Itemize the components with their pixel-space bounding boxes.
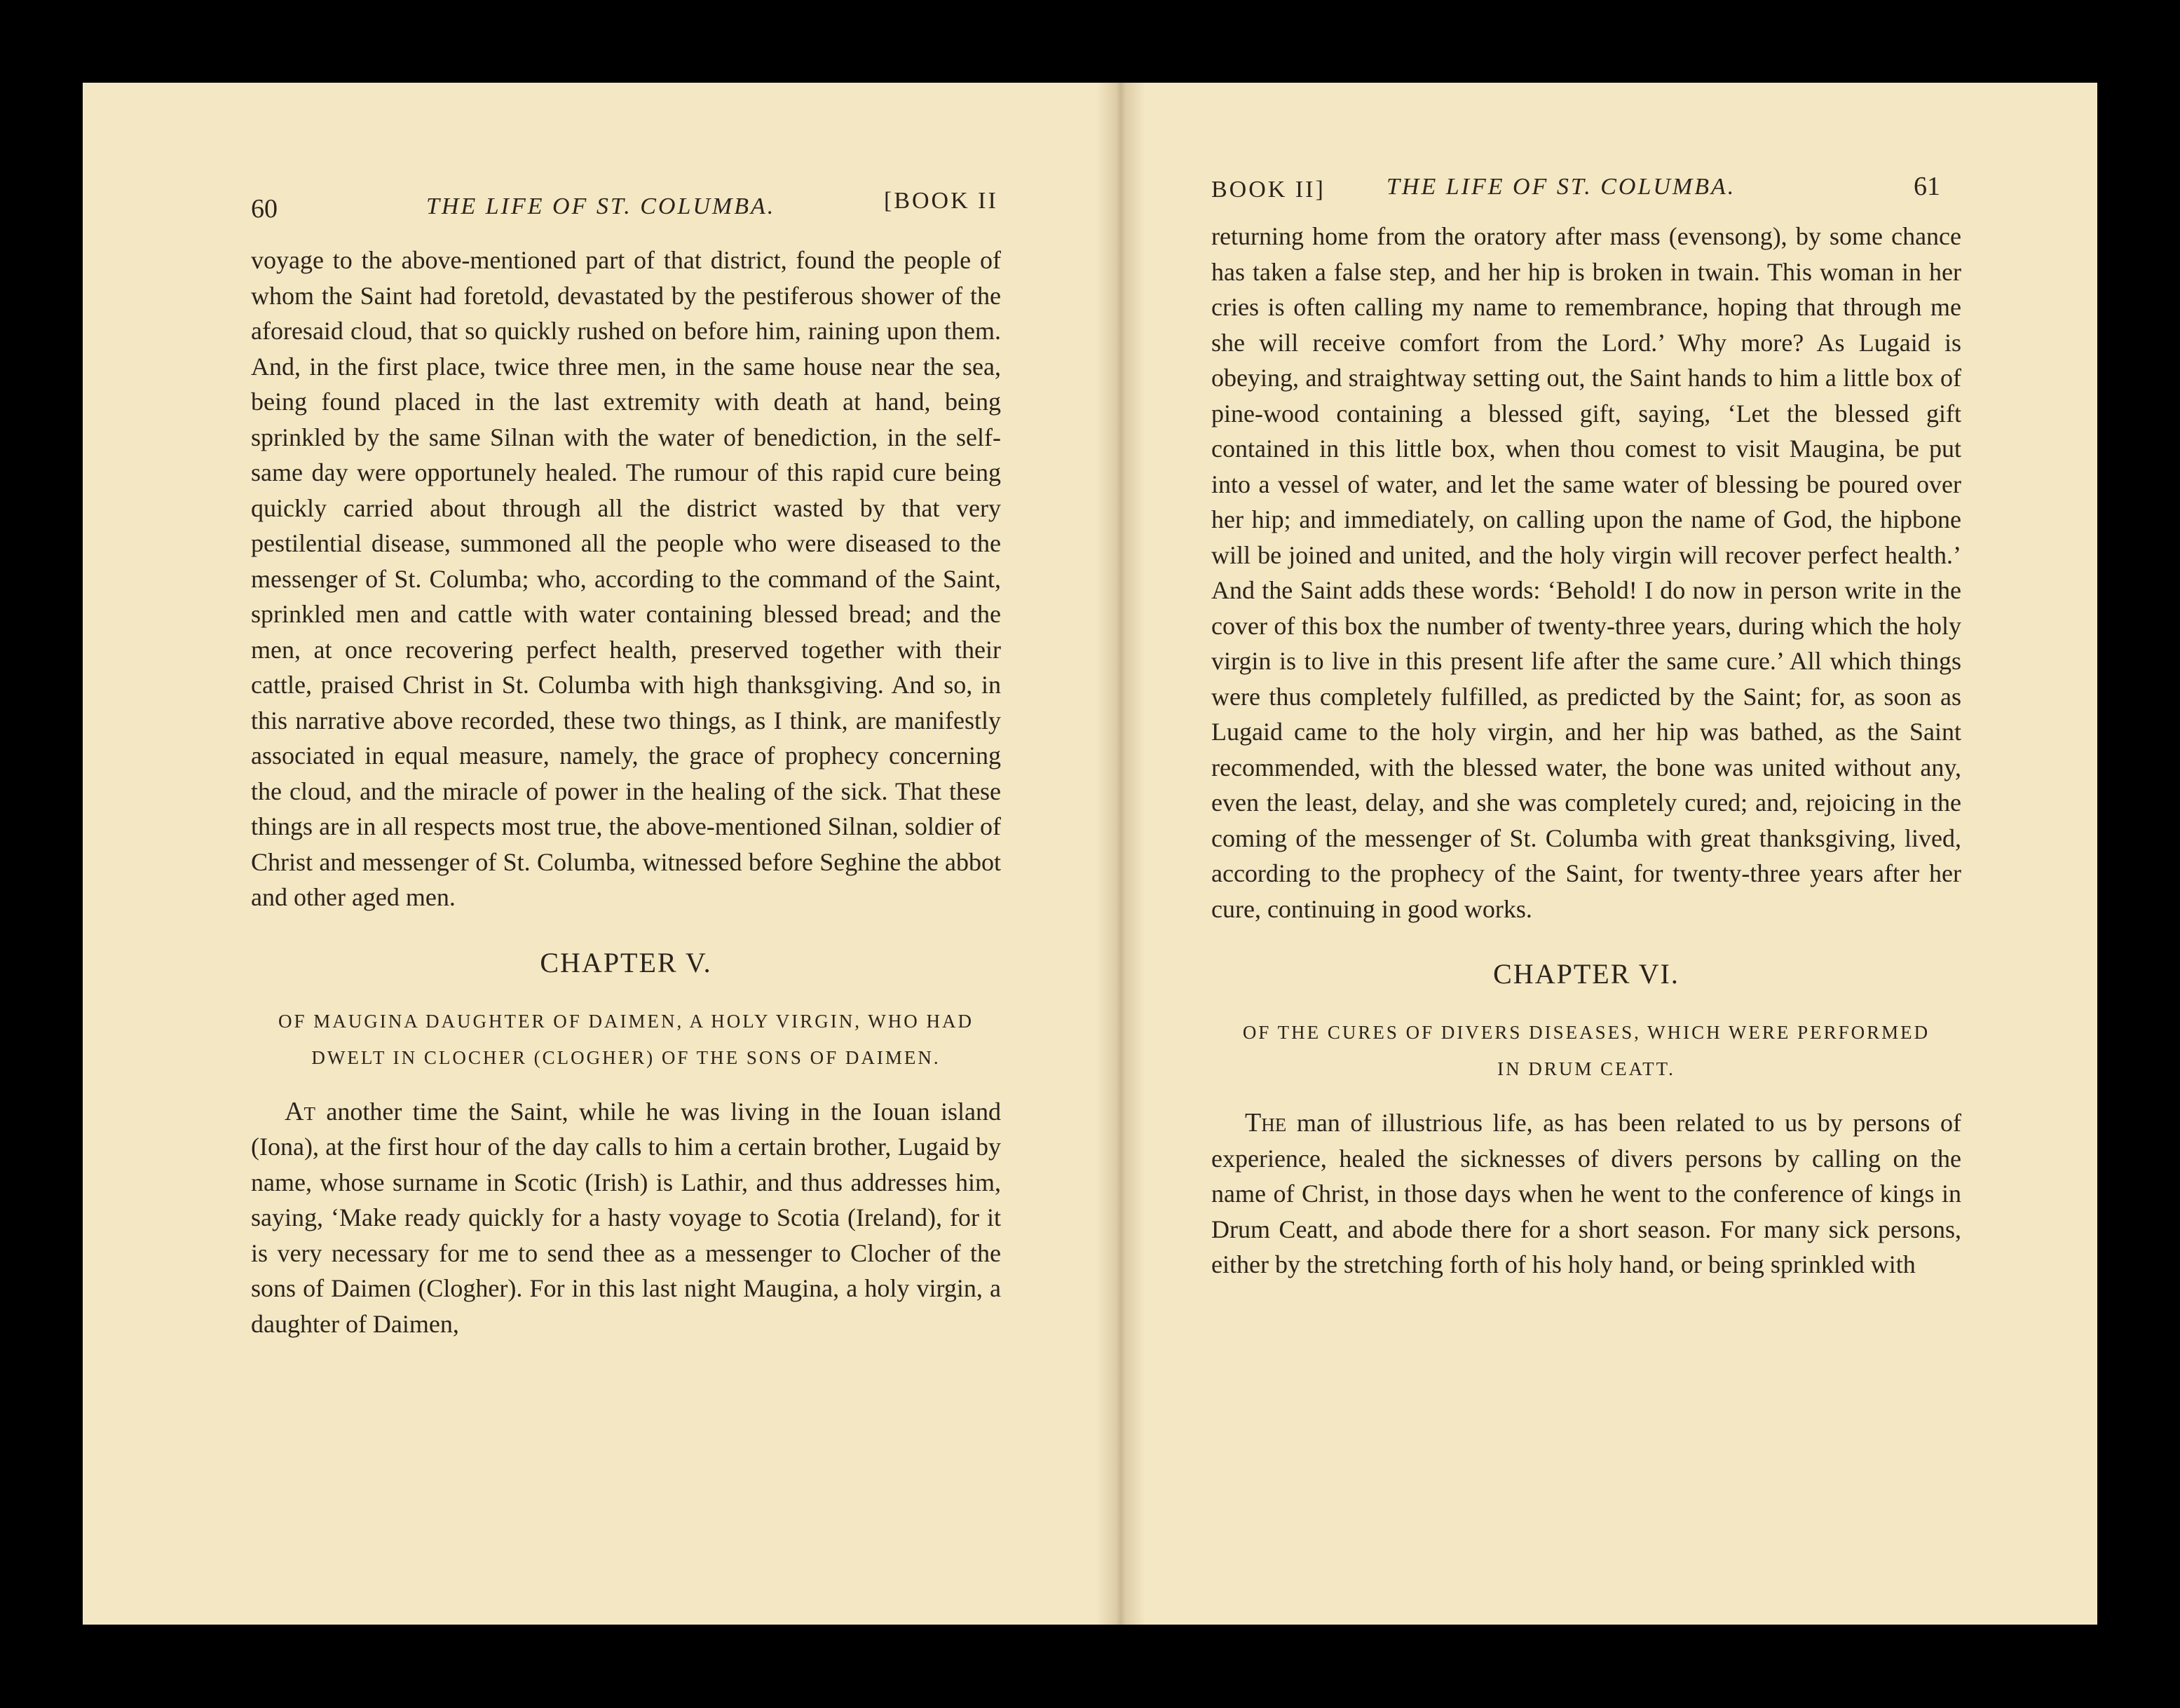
left-page-header	[251, 188, 1001, 233]
left-book-label: [BOOK II	[884, 188, 998, 214]
chapter-v-subtitle-line-2: DWELT IN CLOCHER (CLOGHER) OF THE SONS OF DAIMEN.	[311, 1046, 941, 1068]
right-page-header	[1211, 171, 1961, 216]
left-paragraph-2-body: another time the Saint, while he was living in the Iouan island (Iona), at the first hour of the day calls to him a certain brother, Lugaid by name, whose surname in Scotic (Irish) is Lathir, and thus addresses him, saying, ‘Make ready quickly for a hasty voyage to Scotia (Ireland), for it is very necessary for me to send thee as a messenger to Clocher of the sons of Daimen (Clogher). For in this last night Maugina, a holy virgin, a daughter of Daimen,	[251, 1097, 1001, 1338]
book-gutter	[1096, 83, 1145, 1625]
right-paragraph-2	[1211, 1105, 1961, 1283]
chapter-vi-subtitle-line-2: IN DRUM CEATT.	[1497, 1058, 1675, 1079]
chapter-heading-v: CHAPTER V.	[540, 946, 712, 978]
right-running-title: THE LIFE OF ST. COLUMBA.	[1387, 174, 1736, 200]
left-page-text	[251, 242, 1001, 1341]
right-book-label: BOOK II]	[1211, 177, 1326, 203]
left-page	[251, 83, 1001, 1341]
right-page	[1211, 83, 1961, 1283]
right-paragraph-2-body: man of illustrious life, as has been related to us by persons of experience, healed the sicknesses of divers persons by calling on the name of Christ, in those days when he went to the conference of kings in Drum Ceatt, and abode there for a short season. For many sick persons, either by the stretching forth of his holy hand, or being sprinkled with	[1211, 1109, 1962, 1278]
left-running-title: THE LIFE OF ST. COLUMBA.	[426, 193, 776, 219]
chapter-vi-subtitle-line-1: OF THE CURES OF DIVERS DISEASES, WHICH WERE PERFORMED	[1242, 1022, 1930, 1043]
right-paragraph-2-lead: The	[1245, 1108, 1287, 1137]
left-paragraph-2-lead: At	[285, 1096, 315, 1126]
chapter-heading-vi: CHAPTER VI.	[1493, 958, 1680, 990]
right-paragraph-1: returning home from the oratory after mass (evensong), by some chance has taken a false step, and her hip is broken in twain. This woman in her cries is often calling my name to remembrance, hoping that through me she will receive comfort from the Lord.’ Why more? As Lugaid is obeying, and straightway setting out, the Saint hands to him a little box of pine-wood containing a blessed gift, saying, ‘Let the blessed gift contained in this little box, when thou comest to visit Maugina, be put into a vessel of water, and let the same water of blessing be poured over her hip; and immediately, on calling upon the name of God, the hipbone will be joined and united, and the holy virgin will recover perfect health.’ And the Saint adds these words: ‘Behold! I do now in person write in the cover of this box the number of twenty-three years, during which the holy virgin is to live in this present life after the same cure.’ All which things were thus completely fulfilled, as predicted by the Saint; for, as soon as Lugaid came to the holy virgin, and her hip was bathed, as the Saint recommended, with the blessed water, the bone was united without any, even the least, delay, and she was completely cured; and, rejoicing in the coming of the messenger of St. Columba with great thanksgiving, lived, according to the prophecy of the Saint, for twenty-three years after her cure, continuing in good works.	[1211, 222, 1961, 923]
right-page-text	[1211, 219, 1961, 1283]
left-paragraph-2	[251, 1094, 1001, 1342]
chapter-v-subtitle-line-1: OF MAUGINA DAUGHTER OF DAIMEN, A HOLY VIRGIN, WHO HAD	[278, 1010, 974, 1032]
chapter-v-subtitle	[251, 1003, 1001, 1076]
right-page-number: 61	[1914, 172, 1940, 201]
left-page-number: 60	[251, 194, 278, 224]
left-paragraph-1: voyage to the above-mentioned part of that district, found the people of whom the Saint had foretold, devastated by the pestiferous shower of the aforesaid cloud, that so quickly rushed on before him, raining upon them. And, in the first place, twice three men, in the same house near the sea, being found placed in the last extremity with death at hand, being sprinkled by the same Silnan with the water of benediction, in the self-same day were opportunely healed. The rumour of this rapid cure being quickly carried about through all the district wasted by that very pestilential disease, summoned all the people who were diseased to the messenger of St. Columba; who, according to the command of the Saint, sprinkled men and cattle with water containing blessed bread; and the men, at once recovering perfect health, preserved together with their cattle, praised Christ in St. Columba with high thanksgiving. And so, in this narrative above recorded, these two things, as I think, are manifestly associated in equal measure, namely, the grace of prophecy concerning the cloud, and the miracle of power in the healing of the sick. That these things are in all respects most true, the above-mentioned Silnan, soldier of Christ and messenger of St. Columba, witnessed before Seghine the abbot and other aged men.	[251, 246, 1001, 911]
chapter-vi-subtitle	[1211, 1014, 1961, 1087]
book-spread	[83, 83, 2097, 1625]
